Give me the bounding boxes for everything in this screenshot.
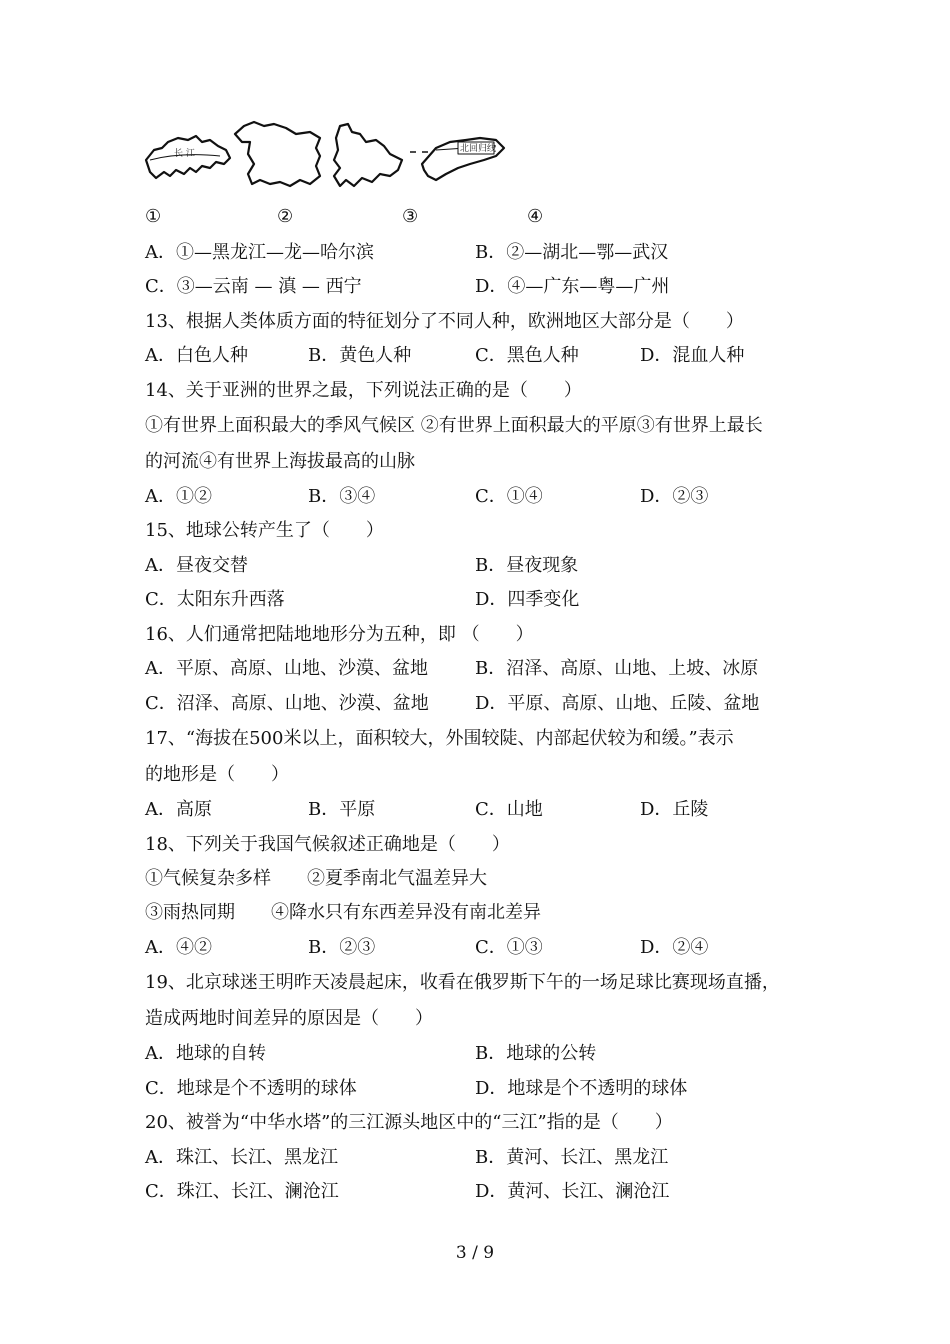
q14-option-c: C．①④ — [475, 486, 543, 507]
q19-option-b: B．地球的公转 — [475, 1043, 597, 1064]
q13-option-c: C．黑色人种 — [475, 345, 579, 366]
map-marker-2: ② — [277, 206, 294, 227]
q13-option-b: B．黄色人种 — [308, 345, 412, 366]
map-heilongjiang-outline — [235, 122, 320, 186]
q17-option-b: B．平原 — [308, 799, 376, 820]
q20-option-b: B．黄河、长江、黑龙江 — [475, 1147, 669, 1168]
q17-option-a: A．高原 — [145, 799, 212, 820]
q18-statements-line1: ①气候复杂多样 ②夏季南北气温差异大 — [145, 868, 487, 889]
q16-option-b: B．沼泽、高原、山地、上坡、冰原 — [475, 658, 759, 679]
q20-option-c: C．珠江、长江、澜沧江 — [145, 1181, 339, 1202]
q20-option-d: D．黄河、长江、澜沧江 — [475, 1181, 670, 1202]
q14-statements-line2: 的河流④有世界上海拔最高的山脉 — [145, 451, 415, 472]
q15-option-b: B．昼夜现象 — [475, 555, 579, 576]
map-marker-3: ③ — [402, 206, 419, 227]
map-hubei-outline — [146, 136, 230, 178]
q15-stem: 15、地球公转产生了（ ） — [145, 520, 384, 541]
map-label-changjiang: 长 江 — [174, 149, 195, 159]
q19-option-a: A．地球的自转 — [145, 1043, 266, 1064]
q17-option-c: C．山地 — [475, 799, 543, 820]
page-number: 3 / 9 — [455, 1243, 495, 1263]
map-marker-1: ① — [145, 206, 162, 227]
q19-option-d: D．地球是个不透明的球体 — [475, 1078, 688, 1099]
q13-option-d: D．混血人种 — [640, 345, 745, 366]
q14-option-a: A．①② — [145, 486, 212, 507]
q17-stem: 17、“海拔在500米以上，面积较大，外围较陡、内部起伏较为和缓。”表示 — [145, 728, 734, 749]
q17-option-d: D．丘陵 — [640, 799, 709, 820]
q14-stem: 14、关于亚洲的世界之最，下列说法正确的是（ ） — [145, 380, 582, 401]
q18-option-a: A．④② — [145, 937, 212, 958]
q20-stem: 20、被誉为“中华水塔”的三江源头地区中的“三江”指的是（ ） — [145, 1112, 673, 1133]
map-label-tropic-of-cancer: 北回归线 — [460, 144, 497, 154]
q16-stem: 16、人们通常把陆地地形分为五种，即 （ ） — [145, 624, 534, 645]
q18-option-d: D．②④ — [640, 937, 709, 958]
q19-option-c: C．地球是个不透明的球体 — [145, 1078, 357, 1099]
q15-option-d: D．四季变化 — [475, 589, 580, 610]
q20-option-a: A．珠江、长江、黑龙江 — [145, 1147, 338, 1168]
q14-statements-line1: ①有世界上面积最大的季风气候区 ②有世界上面积最大的平原③有世界上最长 — [145, 415, 763, 436]
q18-option-c: C．①③ — [475, 937, 543, 958]
q18-statements-line2: ③雨热同期 ④降水只有东西差异没有南北差异 — [145, 902, 541, 923]
q17-stem-continued: 的地形是（ ） — [145, 764, 289, 785]
q14-option-b: B．③④ — [308, 486, 376, 507]
q14-option-d: D．②③ — [640, 486, 709, 507]
q12-option-d: D．④—广东—粤—广州 — [475, 276, 670, 297]
q16-option-a: A．平原、高原、山地、沙漠、盆地 — [145, 658, 428, 679]
q12-option-a: A．①—黑龙江—龙—哈尔滨 — [145, 242, 374, 263]
q15-option-c: C．太阳东升西落 — [145, 589, 285, 610]
q19-stem-continued: 造成两地时间差异的原因是（ ） — [145, 1008, 433, 1029]
q13-stem: 13、根据人类体质方面的特征划分了不同人种，欧洲地区大部分是（ ） — [145, 311, 744, 332]
map-marker-4: ④ — [527, 206, 544, 227]
q12-option-c: C．③—云南 — 滇 — 西宁 — [145, 276, 362, 297]
q16-option-c: C．沼泽、高原、山地、沙漠、盆地 — [145, 693, 429, 714]
q16-option-d: D．平原、高原、山地、丘陵、盆地 — [475, 693, 760, 714]
q19-stem: 19、北京球迷王明昨天凌晨起床，收看在俄罗斯下午的一场足球比赛现场直播， — [145, 972, 780, 993]
map-guangdong-outline — [410, 138, 504, 180]
q18-option-b: B．②③ — [308, 937, 376, 958]
province-outline-maps — [140, 120, 510, 192]
q12-option-b: B．②—湖北—鄂—武汉 — [475, 242, 669, 263]
q15-option-a: A．昼夜交替 — [145, 555, 248, 576]
map-yunnan-outline — [334, 124, 402, 186]
q18-stem: 18、下列关于我国气候叙述正确地是（ ） — [145, 834, 510, 855]
q13-option-a: A．白色人种 — [145, 345, 248, 366]
